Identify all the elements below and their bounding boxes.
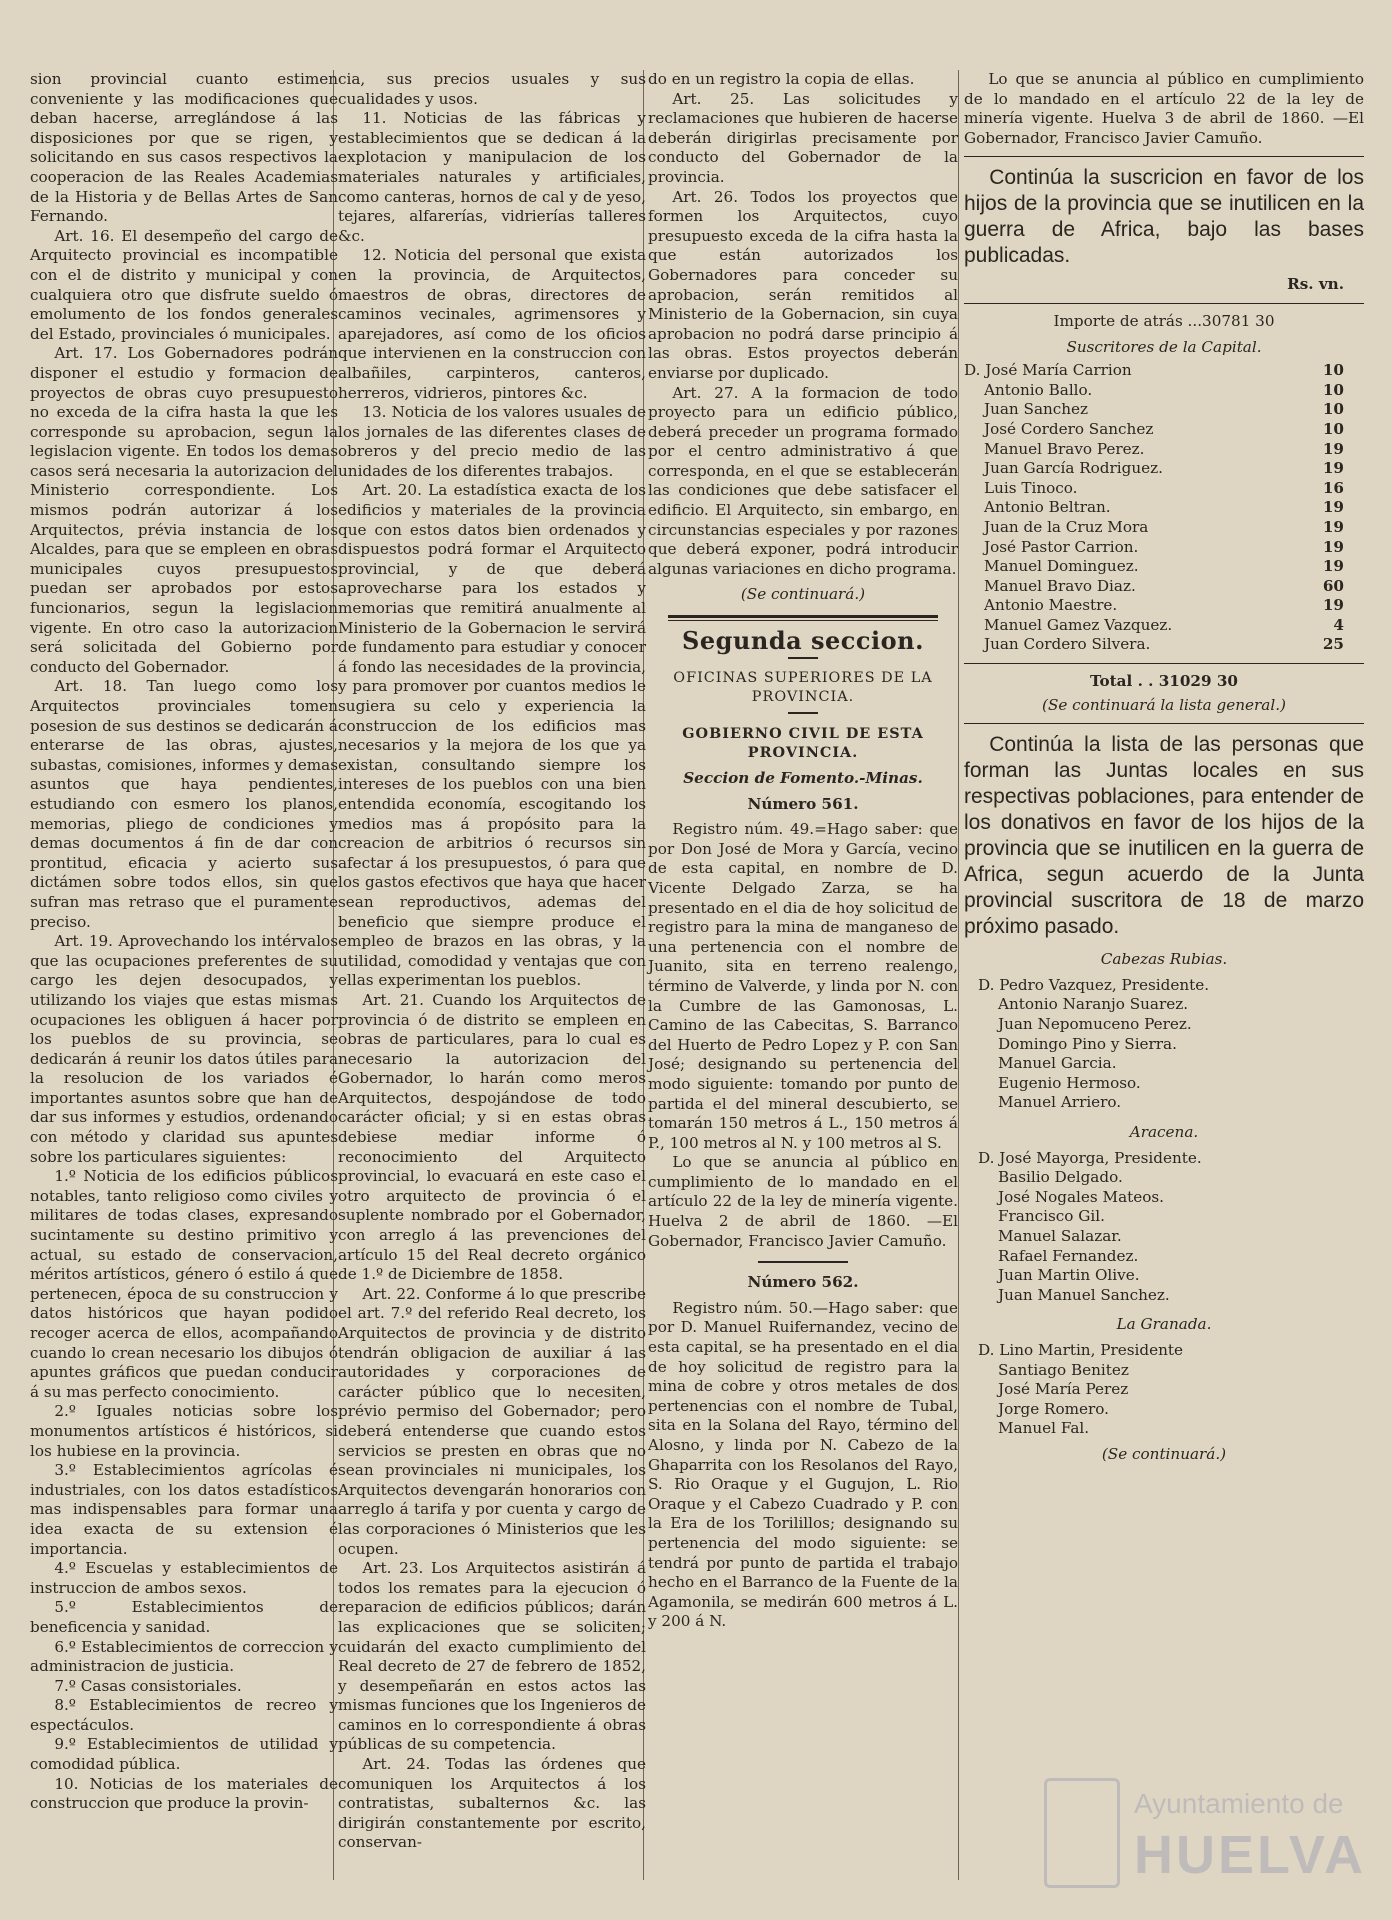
town-heading: Aracena. (1129, 1123, 1199, 1141)
junta-member: D. Pedro Vazquez, Presidente. (978, 975, 1210, 994)
paragraph: 9.º Establecimientos de utilidad y comodidad pública. (30, 1735, 338, 1774)
total-line: Total . . 31029 30 (1089, 672, 1238, 691)
paragraph: Art. 16. El desempeño del cargo de Arquitecto provincial es incompatible con el de distrito y municipal y con cualquiera otro que disfrute sueldo ó emolumento de los fondos generales del Estado, provinciales ó municipales. (30, 226, 338, 343)
column-3 (648, 70, 958, 1632)
subscriber-name: Juan Sanchez (984, 400, 1089, 419)
paragraph: do en un registro la copia de ellas. (648, 70, 915, 88)
subscriber-row (964, 538, 1364, 558)
carried-forward: Importe de atrás ...30781 30 (1053, 311, 1275, 330)
junta-member: José Nogales Mateos. (998, 1187, 1164, 1206)
subscriber-name: Juan García Rodriguez. (984, 459, 1163, 478)
subscriber-amount: 25 (1322, 635, 1344, 654)
junta-member: Juan Manuel Sanchez. (998, 1285, 1170, 1304)
paragraph: sion provincial cuanto estimen conveniente y las modificaciones que deban hacerse, arreglándose á las disposiciones por que se rigen, y solicitando en sus casos respectivos la cooperacion de las Reales Academias de la Historia y de Bellas Artes de San Fernando. (30, 70, 338, 226)
junta-member: Jorge Romero. (998, 1399, 1109, 1418)
junta-members (978, 1341, 1364, 1439)
junta-member: Manuel Garcia. (998, 1054, 1117, 1073)
subscribers-heading: Suscritores de la Capital. (1066, 337, 1262, 356)
subscriber-row (964, 479, 1364, 499)
subscriber-amount: 19 (1322, 498, 1344, 517)
subscriber-row (964, 635, 1364, 655)
watermark-line1: Ayuntamiento de (1134, 1788, 1344, 1819)
subscriber-name: José Cordero Sanchez (984, 419, 1154, 438)
paragraph: Art. 21. Cuando los Arquitectos de provincia ó de distrito se empleen en obras de particulares, para lo cual es necesario la autorizacion del Gobernador, lo harán como meros Arquitectos, despojándose de todo carácter oficial; y si en estas obras debiese mediar informe ó reconocimiento del Arquitecto provincial, lo evacuará en este caso el otro arquitecto de provincia ó el suplente nombrado por el Gobernador, con arreglo á las prevenciones del artículo 15 del Real decreto orgánico de 1.º de Diciembre de 1858. (338, 990, 646, 1284)
subscriber-row (964, 400, 1364, 420)
junta-member: Domingo Pino y Sierra. (998, 1034, 1177, 1053)
junta-member: Santiago Benitez (998, 1360, 1129, 1379)
juntas-heading: Continúa la lista de las personas que forman las Juntas locales en sus respectivas poblaciones, para entender de los donativos en favor de los hijos de la provincia que se inutilicen en la guerra de Africa, segun acuerdo de la Junta provincial suscritora de 18 de marzo próximo pasado. (964, 733, 1364, 939)
subscriber-name: Juan de la Cruz Mora (984, 517, 1149, 536)
paragraph: 3.º Establecimientos agrícolas é industriales, con los datos estadísticos mas indispensables para formar una idea exacta de su extension é importancia. (30, 1461, 338, 1558)
paragraph: 7.º Casas consistoriales. (54, 1676, 242, 1695)
paragraph: Registro núm. 50.—Hago saber: que por D. Manuel Ruifernandez, vecino de esta capital, se ha presentado en el dia de hoy solicitud de registro para la mina de cobre y otros metales de dos pertenencias con el nombre de Tubal, sita en la Solana del Rayo, término del Alosno, y linda por N. Cabezo de la Ghaparrita con los Resolanos del Rayo, S. Rio Oraque y el Gugujon, L. Rio Oraque y el Cabezo Cuadrado y P. con la Era de los Torilillos; designando su pertenencia del modo siguiente: se tendrá por punto de partida el trabajo hecho en el Barranco de la Fuente de la Agamonila, se medirán 600 metros á L. y 200 á N. (648, 1298, 958, 1631)
subscriber-name: Manuel Bravo Perez. (984, 439, 1145, 458)
subscriber-amount: 10 (1322, 400, 1344, 419)
junta-members (978, 976, 1364, 1113)
subscriber-name: Juan Cordero Silvera. (984, 635, 1151, 654)
paragraph: 5.º Establecimientos de beneficencia y sanidad. (30, 1598, 338, 1636)
currency-row (964, 275, 1364, 295)
subscriber-amount: 60 (1322, 576, 1344, 595)
subscriber-row (964, 459, 1364, 479)
paragraph: 10. Noticias de los materiales de construccion que produce la provin- (30, 1774, 338, 1813)
paragraph: 11. Noticias de las fábricas y establecimientos que se dedican á la explotacion y manipulacion de los materiales naturales y artificiales, como canteras, hornos de cal y de yeso, tejares, alfarerías, vidrierías talleres &c. (338, 109, 646, 245)
column-2 (338, 70, 646, 1853)
subscriber-name: Manuel Dominguez. (984, 557, 1139, 576)
divider (964, 723, 1364, 724)
subscriber-row (964, 616, 1364, 636)
junta-member: Eugenio Hermoso. (998, 1073, 1141, 1092)
subscriber-name: Manuel Gamez Vazquez. (984, 615, 1173, 634)
divider (964, 303, 1364, 304)
junta-member: Basilio Delgado. (998, 1168, 1123, 1187)
junta-member: D. José Mayorga, Presidente. (978, 1148, 1202, 1167)
section-title: Segunda seccion. (682, 626, 924, 656)
subscriber-row (964, 518, 1364, 538)
junta-member: Rafael Fernandez. (998, 1246, 1139, 1265)
subscriber-row (964, 557, 1364, 577)
paragraph: Registro núm. 49.=Hago saber: que por Don José de Mora y García, vecino de esta capital, en nombre de D. Vicente Delgado Zarza, se ha presentado en el dia de hoy solicitud de registro para la mina de manganeso de una pertenencia con el nombre de Juanito, sita en terreno realengo, término de Valverde, y linda por N. con la Cumbre de las Gamonosas, L. Camino de las Cabecitas, S. Barranco del Huerto de Pedro Lopez y P. con San José; designando su pertenencia del modo siguiente: tomando por punto de partida el del mineral descubierto, se tomarán 150 metros á L., 150 metros á P., 100 metros al N. y 100 metros al S. (648, 820, 958, 1152)
paragraph: Art. 17. Los Gobernadores podrán disponer el estudio y formacion de proyectos de obras cuyo presupuesto no exceda de la cifra hasta la que les corresponde su aprobacion, segun la legislacion vigente. En todos los demas casos será necesaria la autorizacion del Ministerio correspondiente. Los mismos podrán autorizar á los Arquitectos, prévia instancia de los Alcaldes, para que se empleen en obras municipales cuyos presupuestos puedan ser aprobados por estos funcionarios, segun la legislacion vigente. En otro caso la autorizacion será solicitada del Gobierno por conducto del Gobernador. (30, 344, 338, 676)
subscriber-row (964, 498, 1364, 518)
subscriber-row (964, 420, 1364, 440)
section-heading: OFICINAS SUPERIORES DE LA PROVINCIA. (673, 669, 933, 706)
subscriber-amount: 10 (1322, 361, 1344, 380)
subscribers-list (964, 361, 1364, 655)
subscriber-name: Antonio Ballo. (984, 380, 1093, 399)
paragraph: cia, sus precios usuales y sus cualidades y usos. (338, 70, 646, 108)
column-rule (958, 70, 959, 1880)
notice-number: Número 561. (747, 794, 859, 813)
paragraph: Lo que se anuncia al público en cumplimiento de lo mandado en el artículo 22 de la ley de minería vigente. Huelva 2 de abril de 1860. —El Gobernador, Francisco Javier Camuño. (648, 1153, 958, 1250)
subscriber-amount: 16 (1322, 478, 1344, 497)
paragraph: Art. 22. Conforme á lo que prescribe el art. 7.º del referido Real decreto, los Arquitectos de provincia y de distrito tendrán obligacion de auxiliar á las autoridades y corporaciones de carácter público que lo necesiten, prévio permiso del Gobernador; pero deberá entenderse que cuando estos servicios se presten en obras que no sean provinciales ni municipales, los Arquitectos devengarán honorarios con arreglo á tarifa y por cuenta y cargo de las corporaciones ó Ministerios que les ocupen. (338, 1284, 646, 1558)
paragraph: 13. Noticia de los valores usuales de los jornales de las diferentes clases de obreros y del precio medio de las unidades de los diferentes trabajos. (338, 403, 646, 480)
subscriber-amount: 19 (1322, 439, 1344, 458)
paragraph: 1.º Noticia de los edificios públicos notables, tanto religioso como civiles y militares de todas clases, expresando sucintamente su destino primitivo y actual, su estado de conservacion, méritos artísticos, género ó estilo á que pertenecen, época de su construccion y datos históricos que hayan podido recoger acerca de ellos, acompañando cuando lo crean necesario los dibujos ó apuntes gráficos que puedan conducir á su mas perfecto conocimiento. (30, 1167, 338, 1401)
divider (788, 712, 818, 714)
subscriber-row (964, 596, 1364, 616)
junta-member: Juan Nepomuceno Perez. (998, 1015, 1192, 1034)
town-heading: La Granada. (1116, 1315, 1212, 1334)
divider (964, 663, 1364, 664)
junta-members (978, 1149, 1364, 1306)
town-heading: Cabezas Rubias. (1100, 950, 1228, 969)
watermark-logo (1044, 1778, 1364, 1890)
junta-member: D. Lino Martin, Presidente (978, 1340, 1183, 1359)
junta-member: Antonio Naranjo Suarez. (998, 995, 1189, 1014)
notice-number: Número 562. (747, 1273, 859, 1292)
subscriber-amount: 19 (1322, 517, 1344, 536)
section-divider (668, 615, 938, 621)
paragraph: Art. 19. Aprovechando los intérvalos que las ocupaciones preferentes de su cargo les dejen desocupados, y utilizando los viajes que estas mismas ocupaciones les obliguen á hacer por los pueblos de su provincia, se dedicarán á reunir los datos útiles para la resolucion de los variados é importantes asuntos sobre que han de dar sus informes y estudios, ordenando con método y claridad sus apuntes sobre los particulares siguientes: (30, 932, 338, 1166)
paragraph: Art. 23. Los Arquitectos asistirán á todos los remates para la ejecucion ó reparacion de edificios públicos; darán las explicaciones que se soliciten; cuidarán del exacto cumplimiento del Real decreto de 27 de febrero de 1852, y desempeñarán en estos actos las mismas funciones que los Ingenieros de caminos en lo correspondiente á obras públicas de su competencia. (338, 1559, 647, 1754)
paragraph: 8.º Establecimientos de recreo y espectáculos. (30, 1696, 338, 1734)
seal-icon (1044, 1778, 1120, 1888)
subscriber-row (964, 361, 1364, 381)
paragraph: Art. 25. Las solicitudes y reclamaciones que hubieren de hacerse deberán dirigirlas precisamente por conducto del Gobernador de la provincia. (648, 89, 958, 186)
subscriber-row (964, 577, 1364, 597)
subscriber-amount: 19 (1322, 537, 1344, 556)
subscriber-name: D. José María Carrion (964, 361, 1132, 380)
subscriber-row (964, 381, 1364, 401)
divider (758, 1261, 848, 1263)
column-1 (30, 70, 338, 1814)
subscriber-name: Antonio Maestre. (984, 596, 1118, 615)
continuation-note: (Se continuará la lista general.) (1042, 695, 1286, 714)
paragraph: Art. 24. Todas las órdenes que comuniquen los Arquitectos á los contratistas, subalternos &c. las dirigirán constantemente por escrito, conservan- (338, 1755, 646, 1852)
section-heading: GOBIERNO CIVIL DE ESTA PROVINCIA. (682, 724, 924, 762)
subscriber-name: Luis Tinoco. (984, 478, 1078, 497)
junta-member: Francisco Gil. (998, 1207, 1105, 1226)
subscriber-amount: 4 (1333, 615, 1344, 634)
paragraph: 4.º Escuelas y establecimientos de instruccion de ambos sexos. (30, 1559, 338, 1597)
towns-list (964, 950, 1364, 1439)
subscriber-amount: 10 (1322, 419, 1344, 438)
subscriber-name: José Pastor Carrion. (984, 537, 1139, 556)
subscriber-amount: 19 (1322, 596, 1344, 615)
paragraph: 2.º Iguales noticias sobre los monumentos artísticos é históricos, si los hubiese en la provincia. (30, 1402, 338, 1460)
subscriber-amount: 19 (1322, 557, 1344, 576)
continuation-note: (Se continuará.) (1101, 1444, 1227, 1463)
paragraph: 12. Noticia del personal que exista en la provincia, de Arquitectos, maestros de obras, directores de caminos vecinales, agrimensores y aparejadores, así como de los oficios que intervienen en la construccion con albañiles, carpinteros, canteros, herreros, vidrieros, pintores &c. (338, 246, 646, 402)
junta-member: Manuel Arriero. (998, 1093, 1122, 1112)
paragraph: Lo que se anuncia al público en cumplimiento de lo mandado en el artículo 22 de la ley de minería vigente. Huelva 3 de abril de 1860. —El Gobernador, Francisco Javier Camuño. (964, 70, 1364, 147)
column-4 (964, 70, 1364, 1465)
junta-member: Juan Martin Olive. (998, 1266, 1140, 1285)
divider (788, 657, 818, 659)
junta-member: José María Perez (998, 1380, 1129, 1399)
junta-member: Manuel Salazar. (998, 1226, 1122, 1245)
subscriber-amount: 10 (1322, 380, 1344, 399)
currency-label: Rs. vn. (1287, 275, 1344, 294)
continuation-note: (Se continuará.) (740, 585, 866, 604)
paragraph: Art. 26. Todos los proyectos que formen los Arquitectos, cuyo presupuesto exceda de la cifra hasta la que están autorizados los Gobernadores para conceder su aprobacion, serán remitidos al Ministerio de la Gobernacion, sin cuya aprobacion no podrá darse principio á las obras. Estos proyectos deberán enviarse por duplicado. (648, 187, 958, 382)
subscription-heading: Continúa la suscricion en favor de los hijos de la provincia que se inutilicen en la guerra de Africa, bajo las bases publicadas. (964, 166, 1364, 268)
divider (964, 156, 1364, 157)
paragraph: 6.º Establecimientos de correccion y administracion de justicia. (30, 1637, 338, 1676)
paragraph: Art. 18. Tan luego como los Arquitectos provinciales tomen posesion de sus destinos se dedicarán á enterarse de las obras, ajustes, subastas, comisiones, informes y demas asuntos que haya pendientes, estudiando con esmero los planos, memorias, pliego de condiciones y demas documentos á fin de dar con prontitud, eficacia y acierto sus dictámen sobre todos ellos, sin que sufran mas retraso que el puramente preciso. (30, 677, 338, 931)
subscriber-amount: 19 (1322, 459, 1344, 478)
subscriber-name: Antonio Beltran. (984, 498, 1111, 517)
paragraph: Art. 20. La estadística exacta de los edificios y materiales de la provincia que con estos datos bien ordenados y dispuestos podrá formar el Arquitecto provincial, y de que deberá aprovecharse para los estados y memorias que remitirá anualmente al Ministerio de la Gobernacion le servirá de fundamento para estudiar y conocer á fondo las necesidades de la provincia, y para promover por cuantos medios le sugiera su celo y experiencia la construccion de los edificios mas necesarios y la mejora de los que ya existan, consultando siempre los intereses de los pueblos con una bien entendida economía, escogitando los medios mas á propósito para la creacion de arbitrios ó recursos sin afectar á los presupuestos, ó para que los gastos efectivos que haya que hacer sean reproductivos, ademas del beneficio que siempre produce el empleo de brazos en las obras, y la utilidad, comodidad y ventajas que con ellas experimentan los pueblos. (338, 481, 646, 990)
junta-member: Manuel Fal. (998, 1419, 1090, 1438)
subscriber-row (964, 440, 1364, 460)
subsection-heading: Seccion de Fomento.-Minas. (683, 769, 923, 787)
paragraph: Art. 27. A la formacion de todo proyecto para un edificio público, deberá preceder un programa formado por el centro administrativo á que corresponda, en el que se establecerán las condiciones que debe satisfacer el edificio. El Arquitecto, sin embargo, en circunstancias especiales y por razones que deberá exponer, podrá introducir algunas variaciones en dicho programa. (648, 383, 958, 578)
subscriber-name: Manuel Bravo Diaz. (984, 576, 1136, 595)
watermark-line2: HUELVA (1134, 1825, 1366, 1885)
